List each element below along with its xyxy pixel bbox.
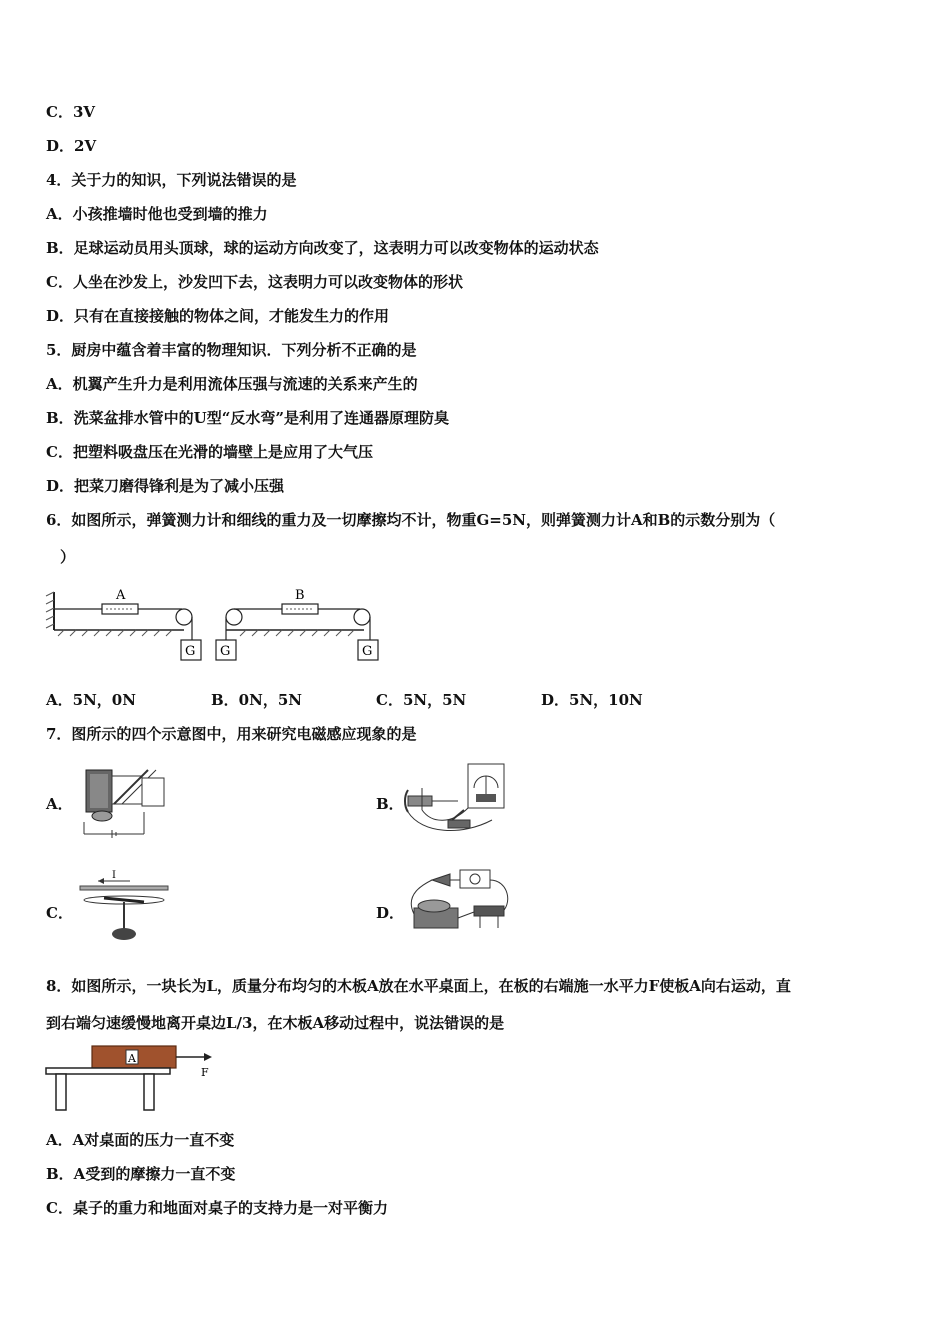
q4-stem: 4．关于力的知识，下列说法错误的是 — [46, 171, 297, 189]
q5-option-b: B．洗菜盆排水管中的U型“反水弯”是利用了连通器原理防臭 — [46, 409, 450, 427]
q8-option-c: C．桌子的重力和地面对桌子的支持力是一对平衡力 — [46, 1199, 388, 1217]
q8-option-b: B．A受到的摩擦力一直不变 — [46, 1165, 236, 1183]
q4-option-d: D．只有在直接接触的物体之间，才能发生力的作用 — [46, 307, 390, 325]
q8-option-a: A．A对桌面的压力一直不变 — [46, 1131, 235, 1149]
q6-stem-end: ） — [60, 548, 76, 566]
q6-label-b: B — [295, 588, 305, 603]
q8-stem-line2: 到右端匀速缓慢地离开桌边L/3，在木板A移动过程中，说法错误的是 — [46, 1014, 505, 1032]
q6-option-a: A．5N，0N — [46, 691, 136, 709]
q7-figure-a-magnet-coil — [78, 764, 170, 840]
q7-option-b: B． — [376, 795, 404, 813]
q5-stem: 5．厨房中蕴含着丰富的物理知识．下列分析不正确的是 — [46, 341, 417, 359]
q6-weight-right: G — [362, 644, 373, 659]
q6-stem: 6．如图所示，弹簧测力计和细线的重力及一切摩擦均不计，物重G=5N，则弹簧测力计A和B的示数分别为（ — [46, 511, 776, 529]
q6-label-a: A — [116, 588, 126, 603]
q7-figure-b-galvanometer — [402, 760, 508, 840]
q5-option-c: C．把塑料吸盘压在光滑的墙壁上是应用了大气压 — [46, 443, 373, 461]
q3-option-c: C．3V — [46, 103, 96, 121]
q7-stem: 7．图所示的四个示意图中，用来研究电磁感应现象的是 — [46, 725, 417, 743]
q7-figure-c-compass-wire — [78, 868, 170, 944]
q8-board-label: A — [128, 1052, 136, 1065]
q5-option-a: A．机翼产生升力是利用流体压强与流速的关系来产生的 — [46, 375, 418, 393]
q6-option-d: D．5N，10N — [541, 691, 643, 709]
q7-figure-d-generator — [404, 864, 518, 940]
q7-option-c: C． — [46, 904, 73, 922]
q6-option-c: C．5N，5N — [376, 691, 467, 709]
q7-option-a: A． — [46, 795, 73, 813]
q8-stem: 8．如图所示，一块长为L，质量分布均匀的木板A放在水平桌面上，在板的右端施一水平力F使板A向右运动，直 — [46, 977, 791, 995]
q6-weight-left: G — [185, 644, 196, 659]
q6-spring-scale-figure — [44, 584, 389, 666]
q8-table-board-figure — [44, 1044, 220, 1114]
q5-option-d: D．把菜刀磨得锋利是为了减小压强 — [46, 477, 285, 495]
q4-option-b: B．足球运动员用头顶球，球的运动方向改变了，这表明力可以改变物体的运动状态 — [46, 239, 599, 257]
q6-option-b: B．0N，5N — [211, 691, 302, 709]
q7-option-d: D． — [376, 904, 405, 922]
q4-option-c: C．人坐在沙发上，沙发凹下去，这表明力可以改变物体的形状 — [46, 273, 463, 291]
q8-force-label: F — [201, 1066, 209, 1079]
q6-weight-mid: G — [220, 644, 231, 659]
q3-option-d: D．2V — [46, 137, 97, 155]
q4-option-a: A．小孩推墙时他也受到墙的推力 — [46, 205, 268, 223]
q7-current-label: I — [112, 870, 116, 881]
